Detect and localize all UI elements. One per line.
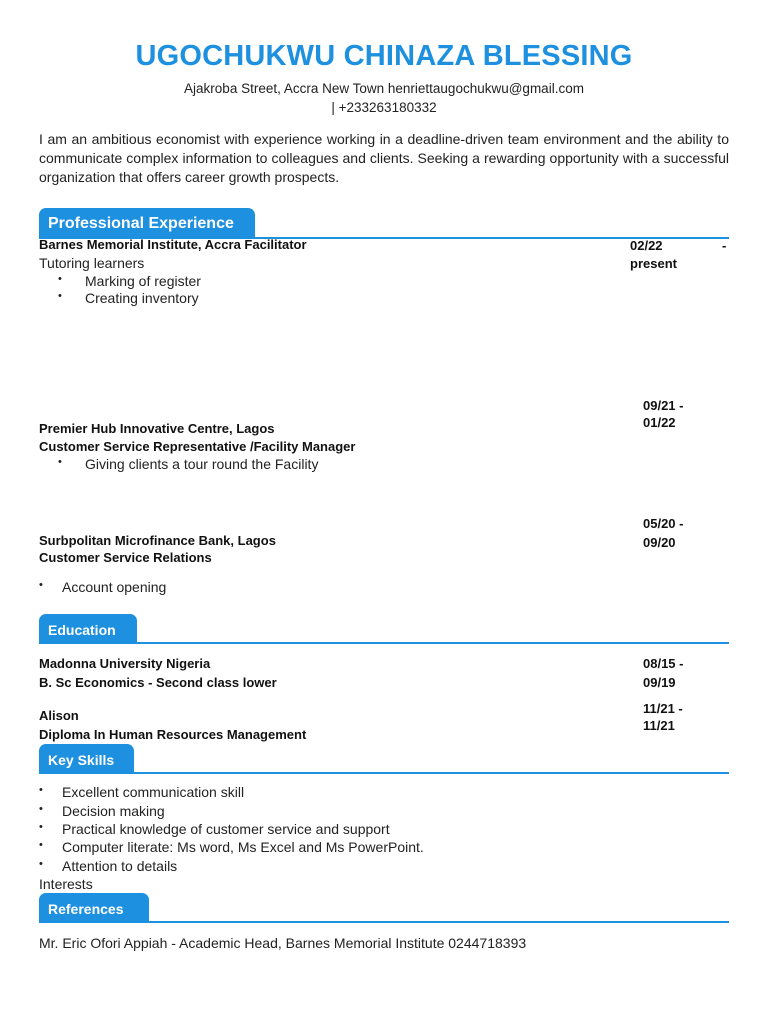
job-1-employer-role: Barnes Memorial Institute, Accra Facilitator [39,237,307,252]
section-title-education: Education [48,622,116,638]
job-2-employer: Premier Hub Innovative Centre, Lagos [39,421,275,436]
section-title-experience: Professional Experience [48,215,234,232]
interests-label: Interests [39,876,93,892]
section-tab-references [39,893,149,923]
job-3-employer: Surbpolitan Microfinance Bank, Lagos [39,533,276,548]
education-1-date-end: 09/19 [643,675,676,690]
education-1-school: Madonna University Nigeria [39,656,211,671]
job-3-date-start: 05/20 - [643,516,684,531]
section-tab-education [39,614,137,644]
section-divider-references [39,921,729,923]
education-1-date-start: 08/15 - [643,656,684,671]
reference-entry: Mr. Eric Ofori Appiah - Academic Head, Barnes Memorial Institute 0244718393 [39,935,527,951]
section-divider-education [39,642,729,644]
contact-address-email: Ajakroba Street, Accra New Town henriettaugochukwu@gmail.com [184,81,584,96]
job-2-role: Customer Service Representative /Facility Manager [39,439,356,454]
section-divider-skills [39,772,729,774]
job-1-date-dash: - [722,238,727,253]
education-2-degree: Diploma In Human Resources Management [39,727,307,742]
education-2-school: Alison [39,708,79,723]
section-title-skills: Key Skills [48,752,115,768]
section-tab-skills [39,744,134,774]
education-2-date-start: 11/21 - [643,701,683,716]
job-3-date-end: 09/20 [643,535,676,550]
contact-phone: | +233263180332 [331,100,437,115]
job-2-date-end: 01/22 [643,415,676,430]
education-2-date-end: 11/21 [643,718,675,733]
job-1-duty: Tutoring learners [39,255,145,271]
education-1-degree: B. Sc Economics - Second class lower [39,675,277,690]
section-tab-experience [39,208,255,238]
job-1-date-start: 02/22 [630,238,663,253]
job-3-role: Customer Service Relations [39,550,212,565]
job-2-date-start: 09/21 - [643,398,684,413]
section-title-references: References [48,901,124,917]
candidate-name: UGOCHUKWU CHINAZA BLESSING [135,40,633,72]
profile-summary: I am an ambitious economist with experience working in a deadline-driven team environment and the ability to communicate complex information to colleagues and clients. Seeking a rewarding opportunity with a successful organization that offers career growth prospects. [39,131,729,185]
job-1-date-end: present [630,256,677,271]
